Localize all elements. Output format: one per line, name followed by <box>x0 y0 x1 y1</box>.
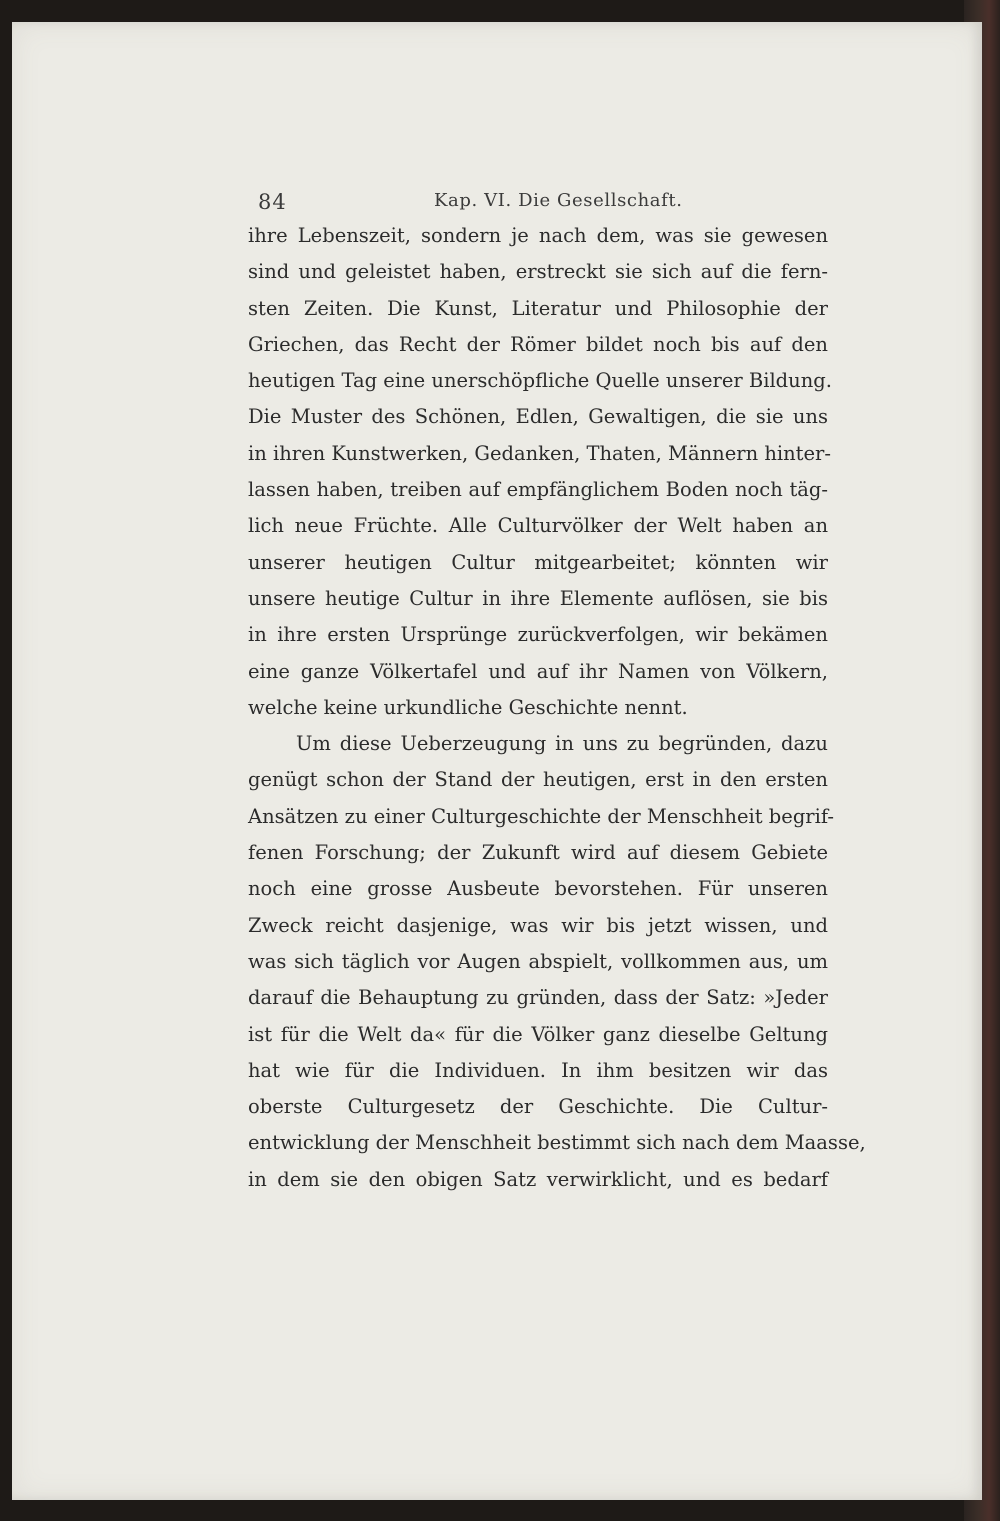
text-line: in dem sie den obigen Satz verwirklicht, und es bedarf <box>248 1167 828 1191</box>
text-line: Griechen, das Recht der Römer bildet noch bis auf den <box>248 332 828 356</box>
text-line: welche keine urkundliche Geschichte nennt. <box>248 695 688 719</box>
page-number: 84 <box>258 190 287 214</box>
text-line: Die Muster des Schönen, Edlen, Gewaltigen, die sie uns <box>248 405 828 429</box>
text-line: Zweck reicht dasjenige, was wir bis jetzt wissen, und <box>248 913 828 937</box>
text-line: in ihre ersten Ursprünge zurückverfolgen, wir bekämen <box>248 623 828 647</box>
body-text <box>248 218 866 1198</box>
text-line: lassen haben, treiben auf empfänglichem Boden noch täg- <box>248 478 828 502</box>
text-line: lich neue Früchte. Alle Culturvölker der Welt haben an <box>248 514 828 538</box>
text-line: noch eine grosse Ausbeute bevorstehen. Für unseren <box>248 877 828 901</box>
text-line: unsere heutige Cultur in ihre Elemente auflösen, sie bis <box>248 586 828 610</box>
text-line: heutigen Tag eine unerschöpfliche Quelle unserer Bildung. <box>248 369 832 393</box>
text-line: hat wie für die Individuen. In ihm besitzen wir das <box>248 1058 828 1082</box>
text-line: fenen Forschung; der Zukunft wird auf diesem Gebiete <box>248 841 828 865</box>
text-line: was sich täglich vor Augen abspielt, vollkommen aus, um <box>248 949 828 973</box>
running-head <box>258 190 858 220</box>
text-line: sten Zeiten. Die Kunst, Literatur und Philosophie der <box>248 296 828 320</box>
text-line: ist für die Welt da« für die Völker ganz dieselbe Geltung <box>248 1022 828 1046</box>
chapter-title: Kap. VI. Die Gesellschaft. <box>434 190 683 211</box>
text-line: eine ganze Völkertafel und auf ihr Namen von Völkern, <box>248 659 828 683</box>
text-line: Ansätzen zu einer Culturgeschichte der Menschheit begrif- <box>248 804 834 828</box>
text-line: entwicklung der Menschheit bestimmt sich nach dem Maasse, <box>248 1131 866 1155</box>
text-line: in ihren Kunstwerken, Gedanken, Thaten, Männern hinter- <box>248 441 831 465</box>
text-line: genügt schon der Stand der heutigen, erst in den ersten <box>248 768 828 792</box>
text-line: oberste Culturgesetz der Geschichte. Die Cultur- <box>248 1095 828 1119</box>
text-line: unserer heutigen Cultur mitgearbeitet; könnten wir <box>248 550 828 574</box>
text-line: ihre Lebenszeit, sondern je nach dem, was sie gewesen <box>248 224 828 247</box>
text-line: Um diese Ueberzeugung in uns zu begründen, dazu <box>296 732 828 756</box>
text-line: sind und geleistet haben, erstreckt sie sich auf die fern- <box>248 260 828 284</box>
text-line: darauf die Behauptung zu gründen, dass der Satz: »Jeder <box>248 986 828 1010</box>
